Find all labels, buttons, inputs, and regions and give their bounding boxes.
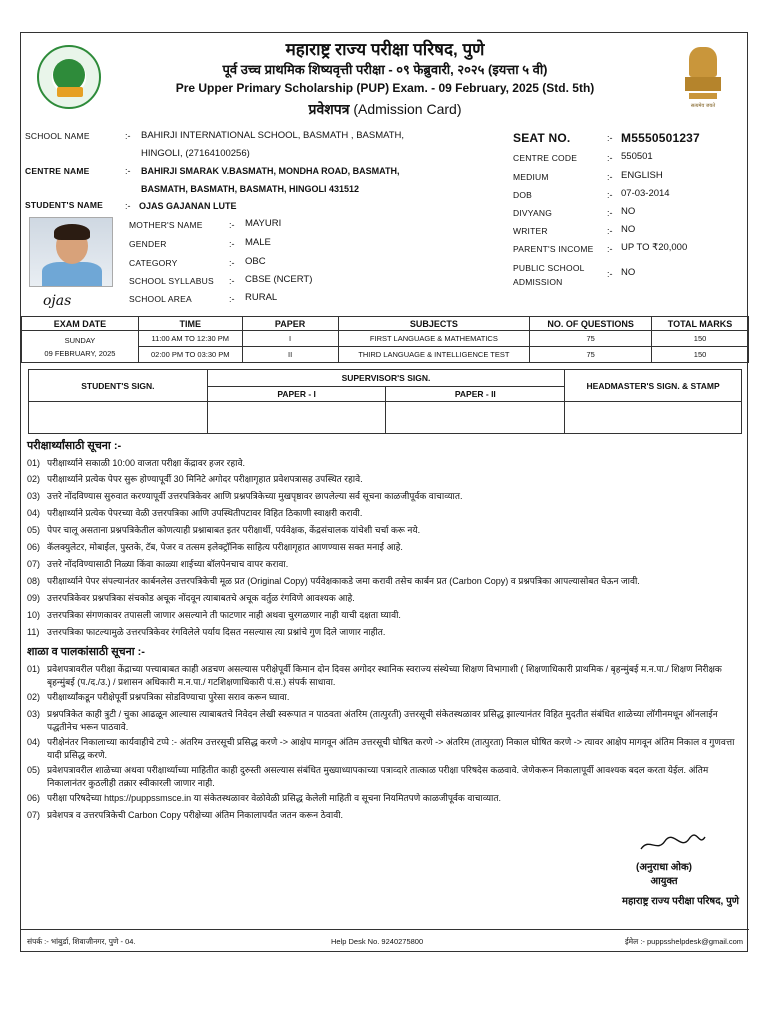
list-item xyxy=(27,490,743,503)
student-name-value: OJAS GAJANAN LUTE xyxy=(139,201,237,211)
list-item-text: उत्तरपत्रिका फाटल्यामुळे उत्तरपत्रिकेवर रंगविलेले पर्याय दिसत नसल्यास त्या प्रश्नांचे गुण दिले जाणार नाहीत. xyxy=(47,627,386,637)
list-item-number: 09) xyxy=(27,593,41,603)
list-item xyxy=(27,592,743,605)
list-item xyxy=(27,792,743,805)
exam-schedule-table xyxy=(21,316,749,363)
student-name-label: STUDENT'S NAME xyxy=(25,200,104,210)
list-item-number: 03) xyxy=(27,491,41,501)
mothers-name-value: MAYURI xyxy=(245,218,282,229)
admission-card: महाराष्ट्र राज्य परीक्षा परिषद, पुणे पूर्व उच्च प्राथमिक शिष्यवृत्ती परीक्षा - ०९ फेब्रुवारी, २०२५ (इयत्ता ५ वी) Pre Upper Primary Scholarship (PUP) Exam. - 09 February, 2025 (Std. 5th) प्रवेशपत्र (Admission Card) सत्यमेव जयते SCHOOL NAME :- BAHIRJI INTERNATIONAL SCHOOL, BASMATH , BASMATH, HINGOLI, (27164100256) CENTRE NAME :- BAHIRJI SMARAK V.BASMATH, MONDHA ROAD, BASMATH, BASMATH, BASMATH, BASMATH, HINGOLI 431512 STUDENT'S NAME :- OJAS GAJANAN LUTE ojas MOTHER'S NAME :- MAYURI GENDER :- MALE CATEGORY :- OBC SCHOOL SYLLABUS :- CBSE (NCERT) SCHOOL AREA :- RURAL SEAT NO. :- M5550501237 CENTRE CODE :- 550501 MEDIUM :- ENGLISH DOB :- 07-03-2014 DIVYANG :- NO WRITER :- NO PARENT'S INCOME :- UP TO ₹20,000 PUBLIC SCHOOL ADMISSION :- NO EXAM DATE TIME PAPER SUBJECTS NO. OF QUESTIONS TOTAL MARKS SUNDAY 09 FEBRUARY, 2025 11:00 AM TO 12:30 PM I FIRST LANGUAGE & MATHEMATICS 75 150 02:00 PM TO 03:30 PM II THIRD LANGUAGE & INTELLIGENCE TEST 75 150 STUDENT'S SIGN. SUPERVISOR'S SIGN. HEADMASTER'S SIGN. & STAMP PAPER - I PAPER - II परीक्षार्थ्यांसाठी सूचना :- 01) परीक्षार्थ्याने सकाळी 10:00 वाजता परीक्षा केंद्रावर हजर रहावे. 02) परीक्षार्थ्याने प्रत्येक पेपर सुरू होण्यापूर्वी 30 मिनिटे अगोदर परीक्षागृहात प्रवेशपत्रासह उपस्थित रहावे. 03) उत्तरे नोंदविण्यास सुरुवात करण्यापूर्वी उत्तरपत्रिकेवर आणि प्रश्नपत्रिकेच्या मुखपृष्ठावर छापलेल्या सर्व सूचना काळजीपूर्वक वाचाव्यात. 04) परीक्षार्थ्याने प्रत्येक पेपरच्या वेळी उत्तरपत्रिका आणि उपस्थितीपटावर विहित ठिकाणी स्वाक्षरी करावी. 05) पेपर चालू असताना प्रश्नपत्रिकेतील कोणत्याही प्रश्नाबाबत इतर परीक्षार्थी, पर्यवेक्षक, केंद्रसंचालक यांचेशी चर्चा करू नये. 06) कॅलक्युलेटर, मोबाईल, पुस्तके, टॅब, पेजर व तत्सम इलेक्ट्रॉनिक साहित्य परीक्षागृहात आणण्यास सक्त मनाई आहे. 07) उत्तरे नोंदविण्यासाठी निळ्या किंवा काळ्या शाईच्या बॉलपेनचाच वापर करावा. 08) परीक्षार्थ्याने पेपर संपल्यानंतर कार्बनलेस उत्तरपत्रिकेची मूळ प्रत (Original Copy) पर्यवेक्षकाकडे जमा करावी तसेच कार्बन प्रत (Carbon Copy) व प्रश्नपत्रिका आपल्यासोबत घेऊन जावी. 09) उत्तरपत्रिकेवर प्रश्नपत्रिका संचकोड अचूक नोंदवून त्याबाबतचे अचूक वर्तुळ रंगविणे आवश्यक आहे. 10) उत्तरपत्रिका संगणकावर तपासली जाणार असल्याने ती फाटणार नाही अथवा चुरगळणार नाही याची दक्षता घ्यावी. 11) उत्तरपत्रिका फाटल्यामुळे उत्तरपत्रिकेवर रंगविलेले पर्याय दिसत नसल्यास त्या प्रश्नांचे गुण दिले जाणार नाहीत. शाळा व पालकांसाठी सूचना :- 01) प्रवेशपत्रावरील परीक्षा केंद्राच्या पत्त्याबाबत काही अडचण असल्यास परीक्षेपूर्वी किमान दोन दिवस अगोदर स्थानिक स्वराज्य संस्थेच्या शिक्षण विभागाशी ( शिक्षणाधिकारी प्राथमिक / बृहन्मुंबई म.न.पा./ शिक्षण निरीक्षक बृहन्मुंबई (प./द./उ.) / प्रशासन अधिकारी म.न.पा./ गटशिक्षणाधिकारी पं.स.) संपर्क साधावा. 02) परीक्षार्थ्यांकडून परीक्षेपूर्वी प्रश्नपत्रिका सोडविण्याचा पुरेसा सराव करून घ्यावा. 03) प्रश्नपत्रिकेत काही त्रुटी / चुका आढळून आल्यास त्याबाबतचे निवेदन लेखी स्वरूपात न पाठवता अंतरिम (तात्पुरती) उत्तरसूची संकेतस्थळावर प्रसिद्ध झाल्यानंतर विहित मुदतीत संबंधित शाळेच्या लॉगीनमधून ऑनलाईन पद्धतीनेच भरून पाठवावे. 04) परीक्षेनंतर निकालाच्या कार्यवाहीचे टप्पे :- अंतरिम उत्तरसूची प्रसिद्ध करणे -> आक्षेप मागवून अंतिम उत्तरसूची घोषित करणे -> अंतरिम (तात्पुरता) निकाल घोषित करणे -> त्यावर आक्षेप मागवून अंतिम निकाल व गुणवत्ता यादी प्रसिद्ध करणे. 05) प्रवेशपत्रावरील शाळेच्या अथवा परीक्षार्थ्याच्या माहितीत काही दुरुस्ती असल्यास संबंधित मुख्याध्यापकाच्या पत्राव्दारे तात्काळ परीक्षा परिषदेस कळवावे. जेणेकरून निकालापूर्वी आवश्यक बदल करता येईल. अंतिम निकालानंतर कुठलीही तक्रार स्वीकारली जाणार नाही. 06) परीक्षा परिषदेच्या https://puppssmsce.in या संकेतस्थळावर वेळोवेळी प्रसिद्ध केलेली माहिती व सूचना नियमितपणे काळजीपूर्वक वाचाव्यात. 07) प्रवेशपत्र व उत्तरपत्रिकेची Carbon Copy परीक्षेच्या अंतिम निकालापर्यंत जतन करून ठेवावी. (अनुराधा ओक) आयुक्त महाराष्ट्र राज्य परीक्षा परिषद, पुणे संपर्क :- भांबुर्डा, शिवाजीनगर, पुणे - 04. Help Desk No. 9240275800 ईमेल :- puppsshelpdesk@gmail.com xyxy=(20,32,748,952)
list-item xyxy=(27,663,743,689)
list-item-number: 07) xyxy=(27,810,41,820)
syllabus-value: CBSE (NCERT) xyxy=(245,274,313,285)
list-item xyxy=(27,626,743,639)
list-item-text: परीक्षेनंतर निकालाच्या कार्यवाहीचे टप्पे :- अंतरिम उत्तरसूची प्रसिद्ध करणे -> आक्षेप मागवून अंतिम उत्तरसूची घोषित करणे -> अंतरिम (तात्पुरता) निकाल घोषित करणे -> त्यावर आक्षेप मागवून अंतिम निकाल व गुणवत्ता यादी प्रसिद्ध करणे. xyxy=(47,737,735,760)
list-item-number: 06) xyxy=(27,542,41,552)
list-item xyxy=(27,541,743,554)
official-name: (अनुराधा ओक) xyxy=(636,862,692,873)
category-value: OBC xyxy=(245,256,266,267)
list-item-text: प्रवेशपत्रावरील परीक्षा केंद्राच्या पत्त्याबाबत काही अडचण असल्यास परीक्षेपूर्वी किमान दोन दिवस अगोदर स्थानिक स्वराज्य संस्थेच्या शिक्षण विभागाशी ( शिक्षणाधिकारी प्राथमिक / बृहन्मुंबई म.न.पा./ शिक्षण निरीक्षक बृहन्मुंबई (प./द./उ.) / प्रशासन अधिकारी म.न.पा./ गटशिक्षणाधिकारी पं.स.) संपर्क साधावा. xyxy=(47,664,722,687)
footer-helpdesk: Help Desk No. 9240275800 xyxy=(331,937,424,946)
gender-value: MALE xyxy=(245,237,271,248)
paper-2-sign-box xyxy=(386,402,565,434)
signature-table xyxy=(28,369,742,434)
list-item-text: प्रवेशपत्र व उत्तरपत्रिकेची Carbon Copy परीक्षेच्या अंतिम निकालापर्यंत जतन करून ठेवावी. xyxy=(47,810,344,820)
list-item xyxy=(27,764,743,790)
public-school-value: NO xyxy=(621,267,636,278)
card-title-english: (Admission Card) xyxy=(353,101,462,117)
list-item-text: कॅलक्युलेटर, मोबाईल, पुस्तके, टॅब, पेजर व तत्सम इलेक्ट्रॉनिक साहित्य परीक्षागृहात आणण्यास सक्त मनाई आहे. xyxy=(47,542,403,552)
official-designation: आयुक्त xyxy=(650,876,678,887)
emblem-text: सत्यमेव जयते xyxy=(690,103,716,109)
medium-value: ENGLISH xyxy=(621,170,663,181)
list-item-text: उत्तरे नोंदविण्यासाठी निळ्या किंवा काळ्या शाईच्या बॉलपेनचाच वापर करावा. xyxy=(47,559,289,569)
card-title-marathi: प्रवेशपत्र xyxy=(308,101,350,117)
student-signature: ojas xyxy=(43,293,72,309)
seat-no-label: SEAT NO. xyxy=(513,131,571,145)
list-item-text: उत्तरपत्रिकेवर प्रश्नपत्रिका संचकोड अचूक नोंदवून त्याबाबतचे अचूक वर्तुळ रंगविणे आवश्यक आहे. xyxy=(47,593,355,603)
paper-1-sign-box xyxy=(207,402,386,434)
centre-name-value: BAHIRJI SMARAK V.BASMATH, MONDHA ROAD, BASMATH, BASMATH, BASMATH, BASMATH, HINGOLI 431512 xyxy=(141,166,400,194)
list-item-number: 03) xyxy=(27,709,41,719)
list-item xyxy=(27,736,743,762)
list-item-text: उत्तरपत्रिका संगणकावर तपासली जाणार असल्याने ती फाटणार नाही अथवा चुरगळणार नाही याची दक्षता घ्यावी. xyxy=(47,610,401,620)
list-item-number: 04) xyxy=(27,508,41,518)
list-item-number: 01) xyxy=(27,664,41,674)
list-item xyxy=(27,457,743,470)
list-item xyxy=(27,473,743,486)
list-item-text: परीक्षार्थ्याने प्रत्येक पेपरच्या वेळी उत्तरपत्रिका आणि उपस्थितीपटावर विहित ठिकाणी स्वाक्षरी करावी. xyxy=(47,508,363,518)
list-item-number: 05) xyxy=(27,525,41,535)
list-item xyxy=(27,809,743,822)
list-item-number: 04) xyxy=(27,737,41,747)
student-instructions-title: परीक्षार्थ्यांसाठी सूचना :- xyxy=(27,440,122,452)
list-item-number: 01) xyxy=(27,458,41,468)
headmaster-sign-box xyxy=(565,402,742,434)
list-item xyxy=(27,507,743,520)
divyang-value: NO xyxy=(621,206,636,217)
school-instructions-title: शाळा व पालकांसाठी सूचना :- xyxy=(27,646,145,658)
public-school-label: PUBLIC SCHOOL ADMISSION xyxy=(513,263,585,287)
table-row: SUNDAY 09 FEBRUARY, 2025 11:00 AM TO 12:30 PM I FIRST LANGUAGE & MATHEMATICS 75 150 xyxy=(22,331,749,347)
exam-title-english: Pre Upper Primary Scholarship (PUP) Exam. - 09 February, 2025 (Std. 5th) xyxy=(175,81,595,95)
list-item xyxy=(27,524,743,537)
list-item xyxy=(27,558,743,571)
list-item xyxy=(27,708,743,734)
seat-no-value: M5550501237 xyxy=(621,131,700,145)
national-emblem-icon xyxy=(681,47,725,113)
centre-code-value: 550501 xyxy=(621,151,653,162)
list-item-number: 05) xyxy=(27,765,41,775)
paper-2-header: PAPER - II xyxy=(386,387,565,402)
official-signature-icon xyxy=(637,831,707,857)
student-sign-box xyxy=(29,402,208,434)
list-item-text: परीक्षार्थ्याने पेपर संपल्यानंतर कार्बनलेस उत्तरपत्रिकेची मूळ प्रत (Original Copy) पर्यवेक्षकाकडे जमा करावी तसेच कार्बन प्रत (Carbon Copy) व प्रश्नपत्रिका आपल्यासोबत घेऊन जावी. xyxy=(47,576,640,586)
writer-value: NO xyxy=(621,224,636,235)
official-signature-block xyxy=(589,831,739,887)
list-item-number: 07) xyxy=(27,559,41,569)
exam-table-header: EXAM DATE TIME PAPER SUBJECTS NO. OF QUESTIONS TOTAL MARKS xyxy=(22,317,749,331)
exam-date-cell: SUNDAY 09 FEBRUARY, 2025 xyxy=(22,331,139,363)
list-item xyxy=(27,691,743,704)
supervisor-sign-header: SUPERVISOR'S SIGN. xyxy=(207,370,564,387)
student-sign-header: STUDENT'S SIGN. xyxy=(29,370,208,402)
list-item-number: 11) xyxy=(27,627,40,637)
school-area-value: RURAL xyxy=(245,292,278,303)
list-item-text: परीक्षा परिषदेच्या https://puppssmsce.in या संकेतस्थळावर वेळोवेळी प्रसिद्ध केलेली माहिती व सूचना नियमितपणे काळजीपूर्वक वाचाव्यात. xyxy=(47,793,501,803)
list-item-number: 08) xyxy=(27,576,41,586)
list-item-number: 10) xyxy=(27,610,41,620)
school-name-label: SCHOOL NAME xyxy=(25,131,90,141)
list-item-text: प्रवेशपत्रावरील शाळेच्या अथवा परीक्षार्थ्याच्या माहितीत काही दुरुस्ती असल्यास संबंधित मुख्याध्यापकाच्या पत्राव्दारे तात्काळ परीक्षा परिषदेस कळवावे. जेणेकरून निकालापूर्वी आवश्यक बदल करता येईल. अंतिम निकालानंतर कुठलीही तक्रार स्वीकारली जाणार नाही. xyxy=(47,765,709,788)
table-row: 02:00 PM TO 03:30 PM II THIRD LANGUAGE & INTELLIGENCE TEST 75 150 xyxy=(22,347,749,363)
header xyxy=(21,33,749,127)
list-item-number: 02) xyxy=(27,474,41,484)
official-office: महाराष्ट्र राज्य परीक्षा परिषद, पुणे xyxy=(622,896,739,907)
footer xyxy=(21,931,749,953)
list-item-text: पेपर चालू असताना प्रश्नपत्रिकेतील कोणत्याही प्रश्नाबाबत इतर परीक्षार्थी, पर्यवेक्षक, केंद्रसंचालक यांचेशी चर्चा करू नये. xyxy=(47,525,421,535)
list-item-text: परीक्षार्थ्याने प्रत्येक पेपर सुरू होण्यापूर्वी 30 मिनिटे अगोदर परीक्षागृहात प्रवेशपत्रासह उपस्थित रहावे. xyxy=(47,474,363,484)
dob-value: 07-03-2014 xyxy=(621,188,670,199)
list-item-number: 02) xyxy=(27,692,41,702)
list-item-text: परीक्षार्थ्याने सकाळी 10:00 वाजता परीक्षा केंद्रावर हजर रहावे. xyxy=(47,458,245,468)
list-item-text: परीक्षार्थ्यांकडून परीक्षेपूर्वी प्रश्नपत्रिका सोडविण्याचा पुरेसा सराव करून घ्यावा. xyxy=(47,692,290,702)
council-title: महाराष्ट्र राज्य परीक्षा परिषद, पुणे xyxy=(285,40,485,59)
centre-name-label: CENTRE NAME xyxy=(25,166,90,176)
footer-address: संपर्क :- भांबुर्डा, शिवाजीनगर, पुणे - 04. xyxy=(27,937,136,946)
paper-1-header: PAPER - I xyxy=(207,387,386,402)
list-item-text: उत्तरे नोंदविण्यास सुरुवात करण्यापूर्वी उत्तरपत्रिकेवर आणि प्रश्नपत्रिकेच्या मुखपृष्ठावर छापलेल्या सर्व सूचना काळजीपूर्वक वाचाव्यात. xyxy=(47,491,463,501)
card-title xyxy=(21,100,749,119)
school-name-value: BAHIRJI INTERNATIONAL SCHOOL, BASMATH , BASMATH, HINGOLI, (27164100256) xyxy=(141,130,405,159)
list-item xyxy=(27,609,743,622)
list-item-text: प्रश्नपत्रिकेत काही त्रुटी / चुका आढळून आल्यास त्याबाबतचे निवेदन लेखी स्वरूपात न पाठवता अंतरिम (तात्पुरती) उत्तरसूची संकेतस्थळावर प्रसिद्ध झाल्यानंतर विहित मुदतीत संबंधित शाळेच्या लॉगीनमधून ऑनलाईन पद्धतीनेच भरून पाठवावे. xyxy=(47,709,718,732)
footer-email: ईमेल :- puppsshelpdesk@gmail.com xyxy=(625,937,743,946)
parents-income-value: UP TO ₹20,000 xyxy=(621,242,688,253)
headmaster-sign-header: HEADMASTER'S SIGN. & STAMP xyxy=(565,370,742,402)
exam-title-marathi: पूर्व उच्च प्राथमिक शिष्यवृत्ती परीक्षा - ०९ फेब्रुवारी, २०२५ (इयत्ता ५ वी) xyxy=(222,62,548,77)
list-item xyxy=(27,575,743,588)
student-photo xyxy=(29,217,113,287)
list-item-number: 06) xyxy=(27,793,41,803)
